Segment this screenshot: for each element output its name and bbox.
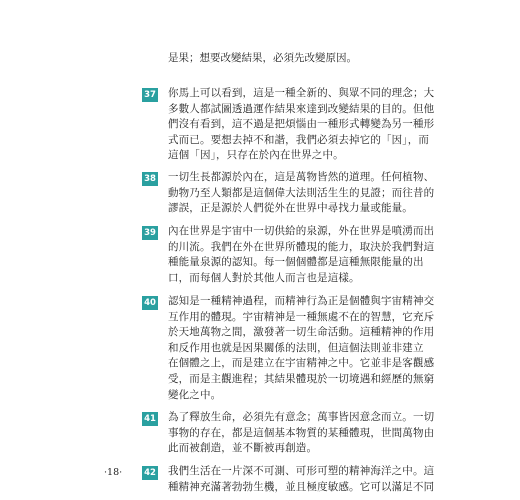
entry-text [168, 410, 435, 457]
entry-text [168, 86, 435, 164]
intro-line: 是果；想要改變結果，必須先改變原因。 [168, 52, 357, 64]
entry-line: 為了釋放生命，必須先有意念；萬事皆因意念而立。一切 [168, 411, 435, 423]
entry-number-badge: 38 [142, 172, 158, 186]
entry-text [168, 224, 435, 286]
entry-line: 們沒有看到，這不過是把煩惱由一種形式轉變為另一種形 [168, 118, 435, 131]
entry-line: 多數人都試圖透過運作結果來達到改變結果的目的。但他 [168, 102, 435, 115]
entry-line: 我們生活在一片深不可測、可形可塑的精神海洋之中。這 [168, 465, 435, 477]
entry-number-badge: 39 [142, 226, 158, 240]
entry-number-badge: 41 [142, 412, 158, 426]
entry-line: 口，而每個人對於其他人而言也是這樣。 [168, 271, 360, 284]
entry-line: 的川流。我們在外在世界所體現的能力，取決於我們對這 [168, 240, 435, 253]
entry-line: 動物乃至人類都是這個偉大法則活生生的見證；而往昔的 [168, 186, 435, 199]
entry-line: 種精神充滿著勃勃生機，並且極度敏感。它可以滿足不同 [168, 480, 435, 493]
entry-line: 變化之中。 [168, 388, 222, 401]
entry-line: 和反作用也就是因果關係的法則，但這個法則並非建立 [168, 341, 424, 354]
entry-line: 你馬上可以看到，這是一種全新的、與眾不同的理念；大 [168, 87, 435, 99]
entry-number-badge: 40 [142, 296, 158, 310]
entry-line: 謬誤，正是源於人們從外在世界中尋找力量或能量。 [168, 202, 413, 215]
entry-line: 於天地萬物之間，激發著一切生命活動。這種精神的作用 [168, 326, 435, 339]
entry-text [168, 170, 435, 217]
entry-number-badge: 42 [142, 466, 158, 480]
entry-number-badge: 37 [142, 88, 158, 102]
entry-line: 這個「因」，只存在於內在世界之中。 [168, 149, 344, 162]
entry-line: 式而已。要想去掉不和諧，我們必須去掉它的「因」，而 [168, 133, 429, 146]
entry-line: 受，而是主觀進程；其結果體現於一切境遇和經歷的無窮 [168, 372, 435, 385]
page-number: ·18· [104, 467, 123, 478]
entry-line: 事物的存在，都是這個基本物質的某種體現，世間萬物由 [168, 426, 435, 439]
entry-text [168, 464, 435, 495]
entry-line: 互作用的體現。宇宙精神是一種無處不在的智慧，它充斥 [168, 310, 435, 323]
entry-line: 一切生長都源於內在，這是萬物皆然的道理。任何植物、 [168, 171, 435, 183]
entry-line: 內在世界是宇宙中一切供給的泉源，外在世界是噴湧而出 [168, 225, 435, 237]
entry-line: 此而被創造，並不斷被再創造。 [168, 442, 318, 455]
entry-line: 種能量泉源的認知。每一個個體都是這種無限能量的出 [168, 256, 424, 269]
entry-line: 在個體之上，而是建立在宇宙精神之中。它並非是客觀感 [168, 357, 435, 370]
entry-line: 認知是一種精神過程，而精神行為正是個體與宇宙精神交 [168, 295, 435, 307]
entry-text [168, 294, 435, 403]
